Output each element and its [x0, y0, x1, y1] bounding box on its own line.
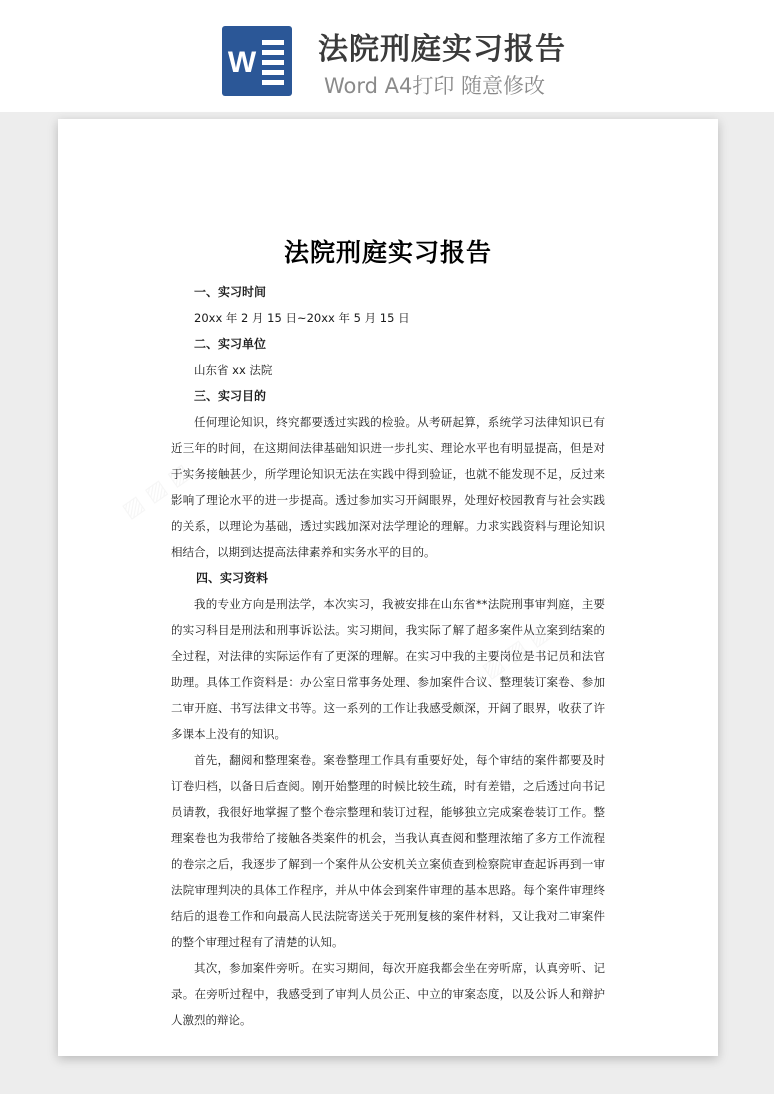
internship-unit: 山东省 xx 法院 — [194, 363, 273, 377]
content-paragraph-3: 其次，参加案件旁听。在实习期间，每次开庭我都会坐在旁听席，认真旁听、记录。在旁听过程中，我感受到了审判人员公正、中立的审案态度，以及公诉人和辩护人激烈的辩论。 — [171, 961, 605, 1027]
section-heading-content: 四、实习资料 — [196, 571, 269, 585]
document-title: 法院刑庭实习报告 — [283, 238, 492, 267]
word-logo-letter: W — [227, 46, 257, 79]
word-document-icon — [222, 26, 292, 96]
content-paragraph-2: 首先，翻阅和整理案卷。案卷整理工作具有重要好处，每个审结的案件都要及时订卷归档，以备日后查阅。刚开始整理的时候比较生疏，时有差错，之后透过向书记员请教，我很好地掌握了整个卷宗整理和装订过程，能够独立完成案卷装订工作。整理案卷也为我带给了接触各类案件的机会，当我认真查阅和整理浓缩了多方工作流程的卷宗之后，我逐步了解到一个案件从公安机关立案侦查到检察院审查起诉再到一审法院审理判决的具体工作程序，并从中体会到案件审理的基本思路。每个案件审理终结后的退卷工作和向最高人民法院寄送关于死刑复核的案件材料，又让我对二审案件的整个审理过程有了清楚的认知。 — [171, 753, 605, 949]
section-heading-unit: 二、实习单位 — [194, 337, 267, 351]
section-heading-time: 一、实习时间 — [194, 285, 267, 299]
banner-subtitle: Word A4打印 随意修改 — [324, 74, 546, 98]
document-body — [171, 279, 605, 1033]
content-paragraph-1: 我的专业方向是刑法学，本次实习，我被安排在山东省**法院刑事审判庭，主要的实习科目是刑法和刑事诉讼法。实习期间，我实际了解了超多案件从立案到结案的全过程，对法律的实际运作有了更深的理解。在实习中我的主要岗位是书记员和法官助理。具体工作资料是：办公室日常事务处理、参加案件合议、整理装订案卷、参加二审开庭、书写法律文书等。这一系列的工作让我感受颇深，开阔了眼界，收获了许多课本上没有的知识。 — [171, 597, 605, 741]
document-page — [58, 119, 718, 1056]
purpose-paragraph: 任何理论知识，终究都要透过实践的检验。从考研起算，系统学习法律知识已有近三年的时间，在这期间法律基础知识进一步扎实、理论水平也有明显提高，但是对于实务接触甚少，所学理论知识无法在实践中得到验证，也就不能发现不足，反过来影响了理论水平的进一步提高。透过参加实习开阔眼界，处理好校园教育与社会实践的关系，以理论为基础，透过实践加深对法学理论的理解。力求实践资料与理论知识相结合，以期到达提高法律素养和实务水平的目的。 — [171, 415, 605, 559]
banner-title: 法院刑庭实习报告 — [318, 32, 566, 67]
internship-dates: 20xx 年 2 月 15 日~20xx 年 5 月 15 日 — [194, 311, 410, 325]
header-banner — [0, 0, 774, 112]
section-heading-purpose: 三、实习目的 — [194, 389, 267, 403]
